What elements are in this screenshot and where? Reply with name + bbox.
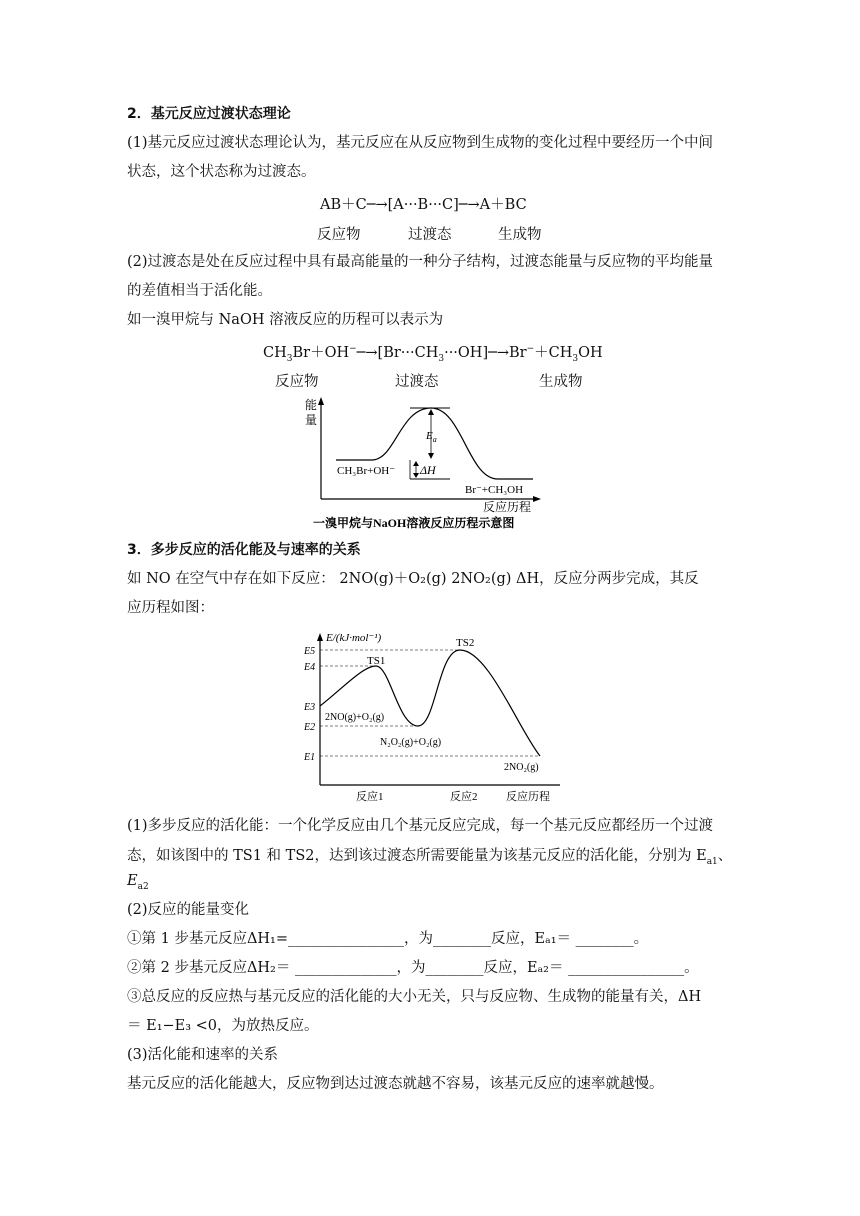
level-E2: E2 [304, 722, 316, 733]
paragraph-line: (1)多步反应的活化能：一个化学反应由几个基元反应完成，每一个基元反应都经历一个过渡 [127, 818, 714, 834]
section-2-title: 2．基元反应过渡状态理论 [127, 106, 291, 122]
x-label-step1: 反应1 [356, 791, 384, 803]
x-label-step2: 反应2 [450, 791, 478, 803]
eq2-label-transition: 过渡态 [395, 374, 439, 390]
y-axis-arrow [318, 397, 324, 405]
reactant-label: CH₃Br+OH⁻ [337, 465, 396, 477]
paragraph-line: $E_{a2}$ [127, 873, 149, 892]
energy-diagram-2 [298, 628, 570, 808]
paragraph-line: 的差值相当于活化能。 [127, 283, 272, 299]
ea-label: $E_a$ [426, 430, 437, 444]
product-label: Br⁻+CH₃OH [465, 484, 524, 496]
species-2NO-O2: 2NO(g)+O₂(g) [325, 712, 385, 723]
ea-arrow-head-down [428, 453, 434, 459]
eq2-label-product: 生成物 [539, 374, 583, 390]
section-3-title: 3．多步反应的活化能及与速率的关系 [127, 542, 361, 558]
fill-in-line-2: ②第 2 步基元反应ΔH₂＝ ______________，为________反应，Eₐ₂＝ ________________。 [127, 960, 699, 976]
x-axis-arrow [533, 496, 541, 502]
eq2-label-reactant: 反应物 [275, 374, 319, 390]
paragraph-line: (3)活化能和速率的关系 [127, 1047, 279, 1063]
paragraph-line: 状态，这个状态称为过渡态。 [127, 164, 316, 180]
x-axis-label: 反应历程 [483, 500, 532, 514]
ea-arrow-head-up [428, 409, 434, 415]
paragraph-line: (2)反应的能量变化 [127, 902, 250, 918]
ts1-label: TS1 [367, 655, 386, 667]
fill-in-line-1: ①第 1 步基元反应ΔH₁=________________，为________反应，Eₐ₁＝ ________。 [127, 931, 649, 947]
level-E3: E3 [304, 702, 316, 713]
dh-arrow-head-up [413, 461, 419, 466]
paragraph-line: ＝ E₁−E₃ <0，为放热反应。 [127, 1018, 319, 1034]
equation-2: $CH_3Br+OH^-─\to[Br\cdot\cdot\cdot CH_3\cdot\cdot\cdot OH]─\to Br^-+CH_3OH$ [263, 344, 603, 364]
level-E4: E4 [304, 662, 316, 673]
dh-arrow-head-down [413, 473, 419, 478]
paragraph-line: (2)过渡态是处在反应过程中具有最高能量的一种分子结构，过渡态能量与反应物的平均能量 [127, 254, 714, 270]
paragraph-line: 应历程如图： [127, 600, 214, 616]
ts2-label: TS2 [456, 637, 475, 649]
y-axis-arrow [317, 633, 323, 641]
eq1-label-product: 生成物 [498, 227, 542, 243]
species-N2O2-O2: N₂O₂(g)+O₂(g) [380, 737, 442, 748]
energy-diagram-1 [300, 395, 560, 531]
paragraph-line: 如 NO 在空气中存在如下反应： 2NO(g)＋O₂(g) 2NO₂(g) ΔH，反应分两步完成，其反 [127, 571, 699, 587]
paragraph-line: 如一溴甲烷与 NaOH 溶液反应的历程可以表示为 [127, 312, 444, 328]
level-E5: E5 [304, 646, 316, 657]
eq1-label-reactant: 反应物 [317, 227, 361, 243]
level-E1: E1 [304, 752, 316, 763]
paragraph-line: 态，如该图中的 TS1 和 TS2，达到该过渡态所需要能量为该基元反应的活化能，分别为 $E_{a1}$、 [127, 848, 733, 867]
paragraph-line: 基元反应的活化能越大，反应物到达过渡态就越不容易，该基元反应的速率就越慢。 [127, 1076, 664, 1092]
y-axis-label: E/(kJ·mol⁻¹) [326, 632, 382, 644]
species-2NO2: 2NO₂(g) [504, 762, 539, 773]
paragraph-line: ③总反应的反应热与基元反应的活化能的大小无关，只与反应物、生成物的能量有关，ΔH [127, 989, 702, 1005]
x-axis-label: 反应历程 [506, 791, 550, 803]
eq1-label-transition: 过渡态 [408, 227, 452, 243]
y-axis-label: 能量 [305, 398, 318, 427]
paragraph-line: (1)基元反应过渡状态理论认为，基元反应在从反应物到生成物的变化过程中要经历一个中间 [127, 135, 714, 151]
dh-label: ΔH [420, 463, 436, 477]
figure-caption: 一溴甲烷与NaOH溶液反应历程示意图 [313, 516, 515, 530]
equation-1: AB＋C─→[A···B···C]─→A＋BC [320, 197, 527, 213]
